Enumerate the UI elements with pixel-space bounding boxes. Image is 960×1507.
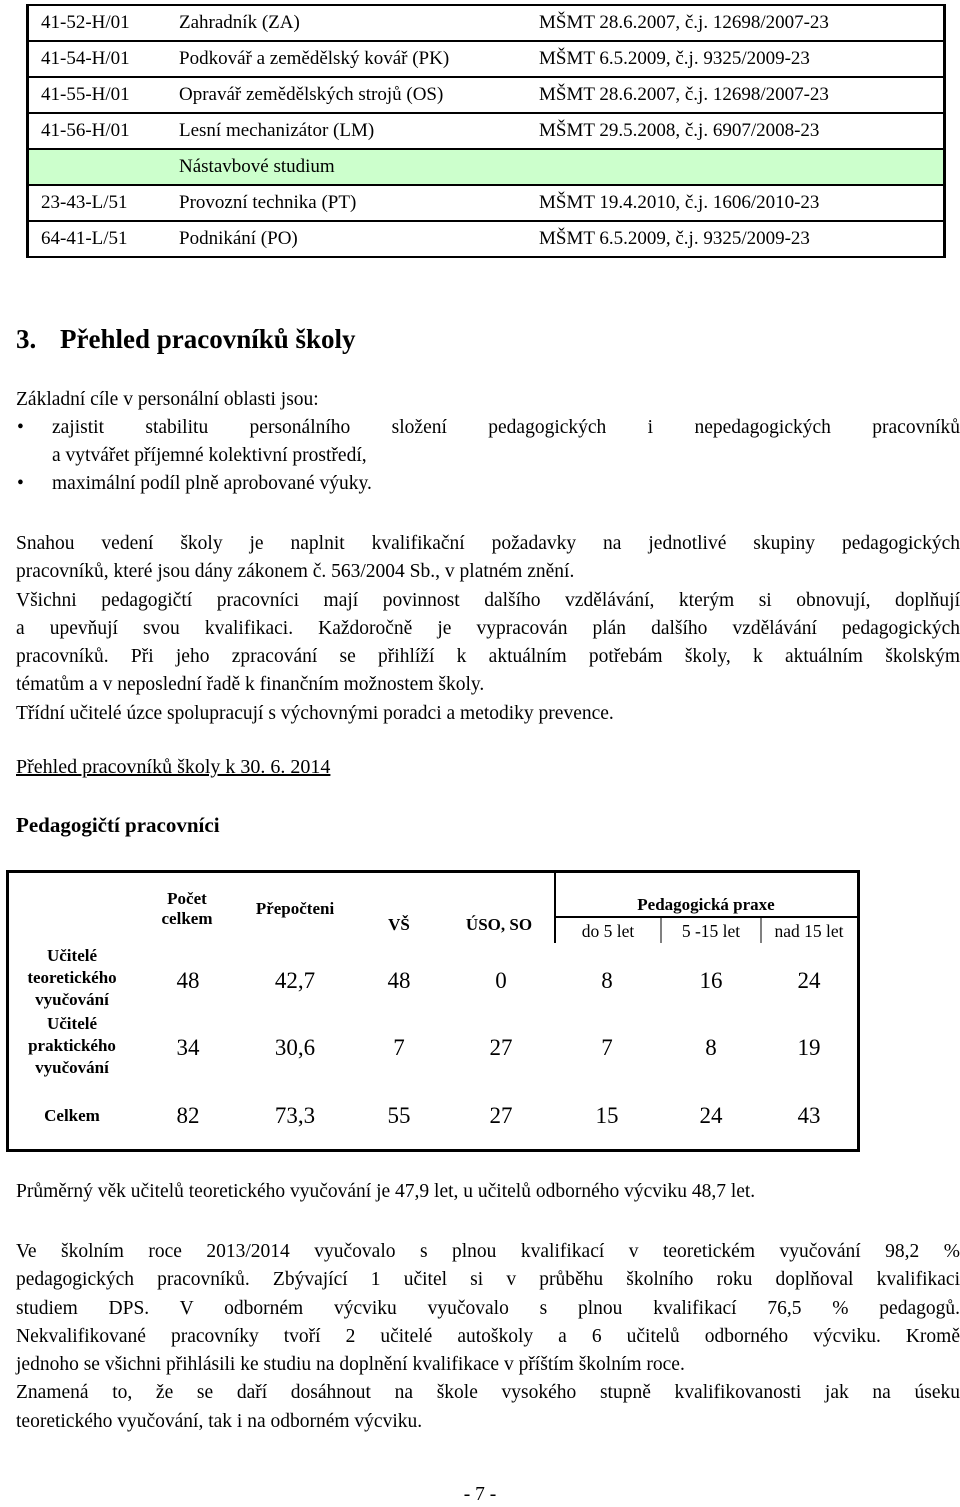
row-label-total: Celkem	[44, 1106, 100, 1125]
program-code: 23-43-L/51	[41, 192, 128, 213]
header-practice-5-15: 5 -15 let	[681, 921, 741, 941]
text-line: Znamená to, že se daří dosáhnout na škole vysokého stupně kvalifikovanosti jak na úseku	[16, 1382, 960, 1404]
text-line: pedagogických pracovníků. Zbývající 1 učitel si v průběhu školního roku doplňoval kvalifikaci	[16, 1269, 960, 1291]
text-line: pracovníků, které jsou dány zákonem č. 563/2004 Sb., v platném znění.	[16, 561, 575, 583]
staff-overview-link[interactable]: Přehled pracovníků školy k 30. 6. 2014	[16, 756, 331, 778]
text-line: Snahou vedení školy je naplnit kvalifikační požadavky na jednotlivé skupiny pedagogických	[16, 533, 960, 554]
text-line: tématům a v neposlední řadě k finančním možnostem školy.	[16, 674, 485, 696]
row-label-theory	[9, 945, 135, 1011]
header-uso: ÚSO, SO	[465, 915, 533, 934]
staff-value-cell: 82	[176, 1103, 200, 1128]
header-practice: Pedagogická praxe	[637, 895, 775, 914]
goal-item	[16, 470, 960, 498]
goals-list	[16, 414, 960, 498]
staff-value-cell: 42,7	[274, 968, 316, 993]
program-code: 41-56-H/01	[41, 120, 130, 141]
pedagogical-staff-heading: Pedagogičtí pracovníci	[16, 813, 220, 837]
text-line: pracovníků. Při jeho zpracování se přihlíží k aktuálním potřebám školy, k aktuálním školským	[16, 646, 960, 668]
qualification-paragraph	[16, 1238, 960, 1436]
program-row	[28, 113, 945, 149]
page-number: - 7 -	[463, 1484, 497, 1505]
staff-value-cell: 8	[705, 1035, 717, 1060]
program-name: Nástavbové studium	[179, 149, 539, 185]
staff-value-cell: 0	[495, 968, 507, 993]
goals-intro: Základní cíle v personální oblasti jsou:	[16, 389, 319, 410]
text-line: Všichni pedagogičtí pracovníci mají povinnost dalšího vzdělávání, kterým si obnovují, doplňují	[16, 589, 960, 611]
row-label-line: Učitelé	[46, 1014, 98, 1033]
text-line: Nekvalifikované pracovníky tvoří 2 učitelé autoškoly a 6 učitelů odborného výcviku. Kromě	[16, 1325, 960, 1347]
program-name: Lesní mechanizátor (LM)	[179, 120, 375, 141]
staff-value-cell: 24	[699, 1103, 723, 1128]
program-row	[28, 185, 945, 221]
row-label-line: vyučování	[35, 1058, 109, 1077]
program-ref: MŠMT 28.6.2007, č.j. 12698/2007-23	[539, 84, 829, 105]
program-name: Podnikání (PO)	[179, 228, 298, 249]
program-code: 41-55-H/01	[41, 84, 130, 105]
program-name: Provozní technika (PT)	[179, 192, 357, 213]
header-count-line: celkem	[161, 909, 213, 928]
program-ref: MŠMT 28.6.2007, č.j. 12698/2007-23	[539, 12, 829, 33]
staff-value-cell: 19	[797, 1035, 821, 1060]
staff-value-cell: 34	[176, 1035, 200, 1060]
text-line: studiem DPS. V odborném výcviku vyučovalo s plnou kvalifikací 76,5 % pedagogů.	[16, 1297, 960, 1319]
staff-value-cell: 15	[595, 1103, 619, 1128]
program-ref: MŠMT 6.5.2009, č.j. 9325/2009-23	[539, 48, 810, 69]
staff-value-cell: 27	[489, 1103, 513, 1128]
staff-value-cell: 30,6	[274, 1035, 316, 1060]
program-code: 64-41-L/51	[41, 228, 128, 249]
average-age-text: Průměrný věk učitelů teoretického vyučování je 47,9 let, u učitelů odborného výcviku 48,7 let.	[16, 1181, 756, 1202]
program-row	[28, 77, 945, 113]
section-title-text: Přehled pracovníků školy	[60, 324, 356, 354]
staff-value-cell: 43	[797, 1103, 821, 1128]
row-label-line: Učitelé	[46, 946, 98, 965]
program-ref: MŠMT 19.4.2010, č.j. 1606/2010-23	[539, 192, 820, 213]
text-line: Ve školním roce 2013/2014 vyučovalo s plnou kvalifikací v teoretickém vyučování 98,2 %	[16, 1241, 960, 1262]
goal-line: maximální podíl plně aprobované výuky.	[52, 473, 372, 494]
goal-line: zajistit stabilitu personálního složení pedagogických i nepedagogických pracovníků	[52, 417, 960, 438]
program-code	[28, 149, 180, 185]
staff-value-cell: 7	[393, 1035, 405, 1060]
header-count-line: Počet	[167, 889, 207, 908]
program-name: Zahradník (ZA)	[179, 12, 300, 33]
staff-value-cell: 73,3	[274, 1103, 316, 1128]
program-name: Opravář zemědělských strojů (OS)	[179, 84, 444, 105]
bullet-icon: •	[17, 417, 24, 438]
section-number: 3.	[16, 324, 37, 354]
bullet-icon: •	[17, 473, 24, 494]
staff-value-cell: 48	[387, 968, 411, 993]
program-row	[28, 5, 945, 41]
staff-value-cell: 8	[601, 968, 613, 993]
program-name: Podkovář a zemědělský kovář (PK)	[179, 48, 450, 69]
header-recalc: Přepočteni	[255, 899, 335, 918]
staff-value-cell: 48	[176, 968, 200, 993]
program-row	[28, 41, 945, 77]
program-ref: MŠMT 29.5.2008, č.j. 6907/2008-23	[539, 120, 820, 141]
program-code: 41-54-H/01	[41, 48, 130, 69]
header-vs: VŠ	[388, 915, 410, 934]
staff-value-cell: 55	[387, 1103, 411, 1128]
goal-item	[16, 414, 960, 470]
staff-value-cell: 7	[601, 1035, 613, 1060]
staff-value-cell: 24	[797, 968, 821, 993]
goal-line: a vytvářet příjemné kolektivní prostředí,	[52, 445, 367, 466]
text-line: a upevňují svou kvalifikaci. Každoročně je vypracován plán dalšího vzdělávání pedagogických	[16, 617, 960, 639]
program-ref: MŠMT 6.5.2009, č.j. 9325/2009-23	[539, 228, 810, 249]
row-label-line: praktického	[28, 1036, 116, 1055]
program-code: 41-52-H/01	[41, 12, 130, 33]
row-label-line: vyučování	[35, 990, 109, 1009]
program-section-header	[28, 149, 945, 185]
program-row	[28, 221, 945, 257]
staff-table	[6, 870, 860, 1152]
staff-value-cell: 16	[699, 968, 723, 993]
row-label-line: teoretického	[27, 968, 117, 987]
program-ref	[539, 149, 945, 185]
text-line: jednoho se všichni přihlásili ke studiu na doplnění kvalifikace v příštím školním roce.	[16, 1354, 685, 1376]
programs-table	[26, 4, 946, 258]
row-label-practice	[9, 1013, 135, 1079]
text-line: teoretického vyučování, tak i na odborném výcviku.	[16, 1410, 423, 1432]
header-practice-over-15: nad 15 let	[774, 921, 844, 941]
staff-policy-paragraph	[16, 530, 960, 728]
text-line: Třídní učitelé úzce spolupracují s výchovnými poradci a metodiky prevence.	[16, 702, 614, 724]
section-title	[16, 324, 356, 355]
header-count	[137, 889, 237, 929]
staff-value-cell: 27	[489, 1035, 513, 1060]
header-practice-under-5: do 5 let	[581, 921, 635, 941]
